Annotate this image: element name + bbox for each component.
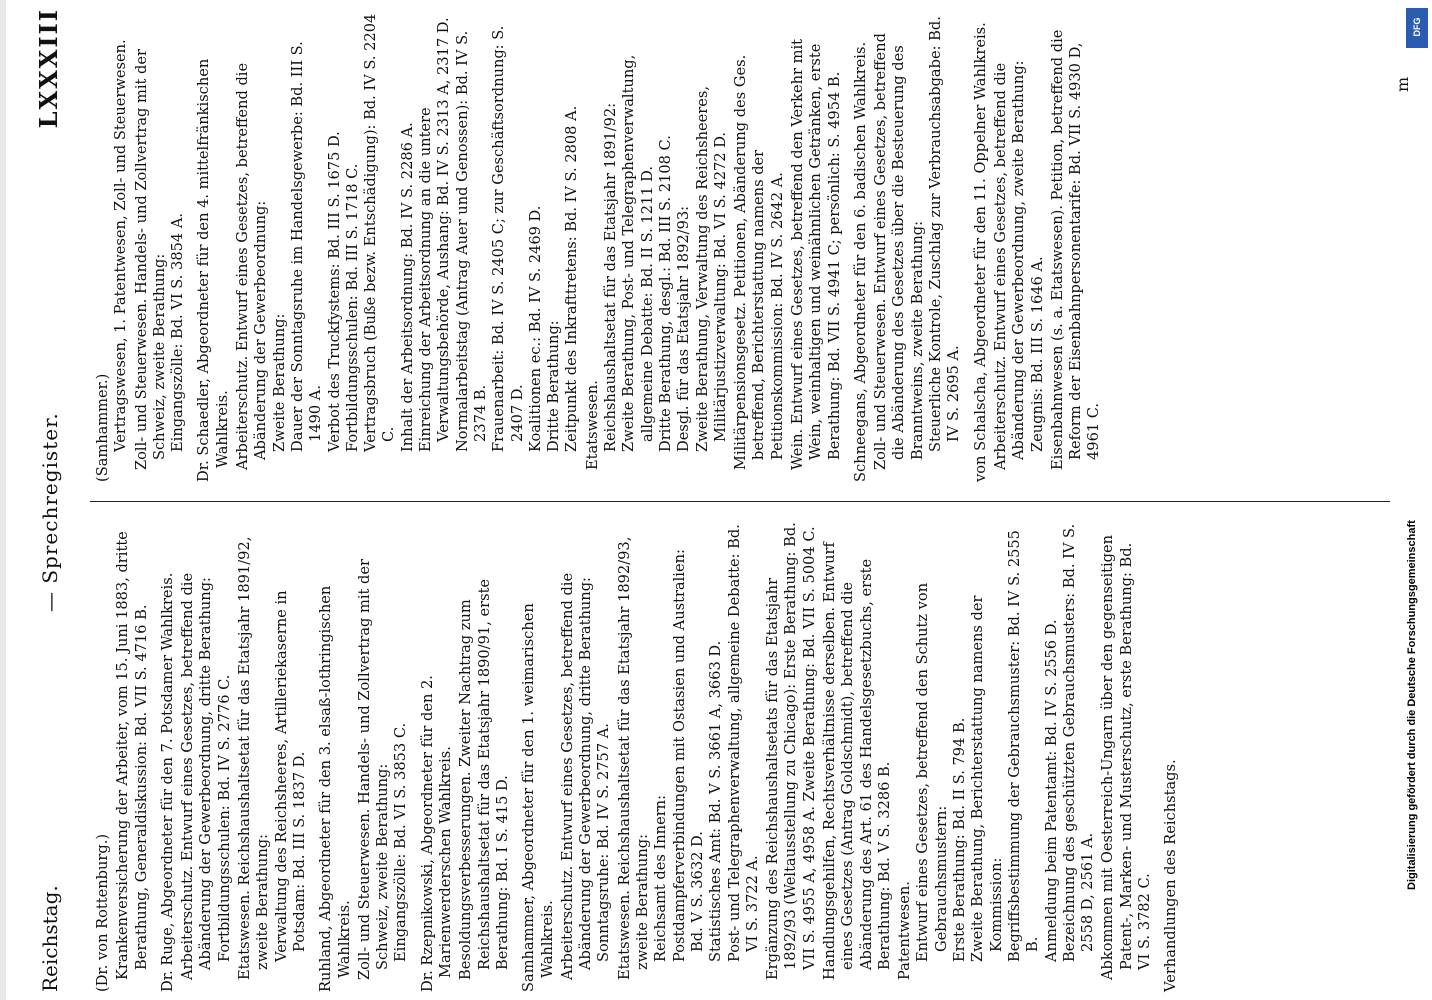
register-subentry: Postdampferverbindungen mit Ostasien und Australien: Bd. V S. 3632 D. (670, 549, 706, 962)
register-subentry: Verwaltung des Reichsheeres, Artilleriekaserne in Potsdam: Bd. III S. 1837 D. (272, 590, 308, 962)
register-subentry: Zeugnis: Bd. III S. 1646 A. (1028, 256, 1046, 452)
scan-edge (0, 0, 6, 1000)
register-subentry: Zoll- und Steuerwesen. Handels- und Zollvertrag mit der Schweiz, zweite Berathung: (355, 559, 392, 980)
right-column (86, 12, 1104, 482)
register-subentry: Verbot des Truckfystems: Bd. III S. 1675 D. (325, 131, 343, 452)
register-subentry: Abkommen mit Oesterreich-Ungarn über den gegenseitigen Patent-, Marken- und Musterschutz, erste Berathung: Bd. VI S. 3782 C. (1099, 534, 1154, 980)
register-subentry: Post- und Telegraphenverwaltung, allgemeine Debatte: Bd. VI S. 3722 A. (725, 524, 761, 962)
register-subentry: Erste Berathung: Bd. II S. 794 B. (951, 717, 969, 962)
register-subentry: Eingangszölle: Bd. VI S. 3853 C. (392, 722, 410, 962)
register-subentry: Frauenarbeit: Bd. IV S. 2405 C; zur Geschäftsordnung: S. 2407 D. (490, 25, 526, 452)
register-subentry: Arbeiterschutz. Entwurf eines Gesetzes, betreffend die Abänderung der Gewerbeordnung, zweite Berathung: (991, 60, 1028, 470)
register-subentry: Wein. Entwurf eines Gesetzes, betreffend den Verkehr mit Wein, weinhaltigen und weinähnlichen Getränken, erste Berathung: Bd. VII S. 4941 C; persönlich: S. 4954 B. (788, 39, 843, 470)
register-subentry: Fortbildungsschulen: Bd. IV S. 2776 C. (215, 674, 233, 962)
register-subentry: Arbeiterschutz. Entwurf eines Gesetzes, betreffend die Abänderung der Gewerbeordnung, dritte Berathung: (179, 572, 215, 980)
register-entry: Dr. Schaedler, Abgeordneter für den 4. mittelfränkischen Wahlkreis. (195, 58, 231, 482)
register-subentry: Zoll- und Steuerwesen. Handels- und Zollvertrag mit der Schweiz, zweite Berathung: (132, 49, 168, 470)
column-divider (90, 501, 1390, 502)
page-header (28, 8, 82, 992)
register-subentry: Fortbildungsschulen: Bd. III S. 1718 C. (343, 163, 361, 452)
register-subentry: Einreichung der Arbeitsordnung an die untere Verwaltungsbehörde, Aushang: Bd. IV S. 2313 A, 2317 D. (417, 17, 453, 452)
register-subentry: Arbeiterschutz. Entwurf eines Gesetzes, betreffend die Abänderung der Gewerbeordnung: (234, 62, 270, 470)
page-number: LXXXIII (34, 8, 63, 129)
register-subentry: Eingangszölle: Bd. VI S. 3854 A. (169, 213, 187, 452)
header-title: — Sprechregister. (38, 412, 62, 612)
register-subentry: Desgl. für das Etatsjahr 1892/93: (675, 205, 693, 452)
register-subentry: Etatswesen. (583, 380, 601, 470)
register-subentry: Statistisches Amt: Bd. V S. 3661 A, 3663 D. (707, 640, 725, 962)
signature-mark: m (1393, 76, 1412, 92)
register-subentry: Eisenbahnwesen (s. a. Etatswesen). Petition, betreffend die Reform der Eisenbahnpersonentarife: Bd. VII S. 4930 D, 4961 C. (1048, 29, 1103, 470)
register-subentry: Sonntagsruhe: Bd. IV S. 2757 A. (595, 723, 613, 962)
register-subentry: Reichsamt des Innern: (652, 795, 670, 962)
register-subentry: Zweite Berathung, Berichterstattung namens der Kommission: (969, 595, 1005, 962)
register-subentry: Dauer der Sonntagsruhe im Handelsgewerbe: Bd. III S. 1490 A. (288, 41, 325, 452)
register-entry: Dr. Ruge, Abgeordneter für den 7. Potsdamer Wahlkreis. (158, 572, 176, 992)
register-entry: von Schalscha, Abgeordneter für den 11. Oppelner Wahlkreis. (971, 22, 989, 482)
register-subentry: Zweite Berathung, Verwaltung des Reichsheeres, Militärjustizverwaltung: Bd. VI S. 4272 D. (693, 86, 729, 452)
register-subentry: Vertragswesen, 1. Patentwesen, Zoll- und Steuerwesen. (112, 39, 130, 452)
register-subentry: Reichshaushaltsetat für das Etatsjahr 1891/92: (602, 102, 620, 452)
register-subentry: Zweite Berathung: (270, 313, 288, 452)
side-note (1406, 10, 1428, 890)
register-subentry: Dritte Berathung: (545, 320, 563, 452)
header-left: Reichstag. (38, 885, 62, 992)
register-subentry: Steuerliche Kontrole, Zuschlag zur Verbrauchsabgabe: Bd. IV S. 2695 A. (927, 16, 963, 452)
dfg-logo: DFG (1406, 8, 1428, 48)
register-entry: Dr. Rzepnikowski, Abgeordneter für den 2. Marienwerderschen Wahlkreis. (418, 675, 455, 992)
page-content (28, 8, 1418, 992)
register-subentry: Zeitpunkt des Inkrafttretens: Bd. IV S. 2808 A. (563, 105, 581, 452)
register-subentry: Zoll- und Steuerwesen. Entwurf eines Gesetzes, betreffend die Abänderung des Gesetzes über die Besteuerung des Branntweins, zweite Berathung: (872, 33, 926, 470)
register-subentry: Entwurf eines Gesetzes, betreffend den Schutz von Gebrauchsmustern: (914, 582, 950, 962)
register-subentry: Patentwesen. (896, 881, 914, 980)
register-subentry: Etatswesen. Reichshaushaltsetat für das Etatsjahr 1891/92, zweite Berathung: (236, 536, 272, 980)
register-subentry: Handlungsgehilfen, Rechtsverhältnisse derselben. Entwurf eines Gesetzes (Antrag Goldschmidt), betreffend die Abänderung des Art. 61 des Handelsgesetzbuchs, erste Berathung: Bd. V S. 3286 B. (820, 542, 893, 980)
register-subentry: Zweite Berathung, Post- und Telegraphenverwaltung, allgemeine Debatte: Bd. II S. 1211 D. (620, 54, 656, 452)
register-subentry: Dritte Berathung, desgl.: Bd. III S. 2108 C. (656, 135, 674, 452)
register-subentry: Etatswesen. Reichshaushaltsetat für das Etatsjahr 1892/93, zweite Berathung: (615, 536, 652, 980)
register-entry: Samhammer, Abgeordneter für den 1. weimarischen Wahlkreis. (520, 603, 556, 992)
register-subentry: Inhalt der Arbeitsordnung: Bd. IV S. 2286 A. (398, 122, 416, 452)
register-entry: Schneegans, Abgeordneter für den 6. badischen Wahlkreis. (851, 41, 869, 482)
register-subentry: Vertragsbruch (Buße bezw. Entschädigung): Bd. IV S. 2204 C. (362, 13, 398, 452)
register-subentry: Krankenversicherung der Arbeiter, vom 15. Juni 1883, dritte Berathung, Generaldiskussion: Bd. VII S. 4716 B. (114, 531, 150, 980)
left-column (86, 522, 1181, 992)
register-entry: (Dr. von Rottenburg.) (94, 833, 111, 992)
register-subentry: Begriffsbestimmung der Gebrauchsmuster: Bd. IV S. 2555 B. (1005, 530, 1042, 962)
rotated-page-area (28, 8, 1418, 992)
register-entry: (Samhammer.) (94, 373, 111, 482)
register-subentry: Bezeichnung des geschützten Gebrauchsmusters: Bd. IV S. 2558 D, 2561 A. (1060, 523, 1097, 962)
register-entry: Ruhland, Abgeordneter für den 3. elsaß-lothringischen Wahlkreis. (317, 585, 353, 992)
register-subentry: Koalitionen ec.: Bd. IV S. 2469 D. (526, 205, 544, 452)
register-subentry: Besoldungsverbesserungen. Zweiter Nachtrag zum Reichshaushaltsetat für das Etatsjahr 1890/91, erste Berathung: Bd. I S. 415 D. (457, 578, 511, 980)
register-subentry: Normalarbeitstag (Antrag Auer und Genossen): Bd. IV S. 2374 B. (453, 30, 489, 452)
register-subentry: Militärpensionsgesetz. Petitionen, Abänderung des Ges. betreffend, Berichterstattung namens der Petitionskommission: Bd. IV S. 2642 A. (732, 54, 786, 470)
register-entry: Verhandlungen des Reichstags. (1162, 759, 1180, 992)
register-subentry: Ergänzung des Reichshaushaltsetats für das Etatsjahr 1892/93 (Weltausstellung zu Chicago): Erste Berathung: Bd. VII S. 4955 A, 4958 A. Zweite Berathung: Bd. VII S. 5004 C. (764, 522, 818, 980)
digitization-note: Digitalisierung gefördert durch die Deutsche Forschungsgemeinschaft (1406, 520, 1418, 890)
register-subentry: Arbeiterschutz. Entwurf eines Gesetzes, betreffend die Abänderung der Gewerbeordnung, dritte Berathung: (558, 572, 595, 980)
register-subentry: Anmeldung beim Patentamt: Bd. IV S. 2556 D. (1042, 619, 1060, 962)
